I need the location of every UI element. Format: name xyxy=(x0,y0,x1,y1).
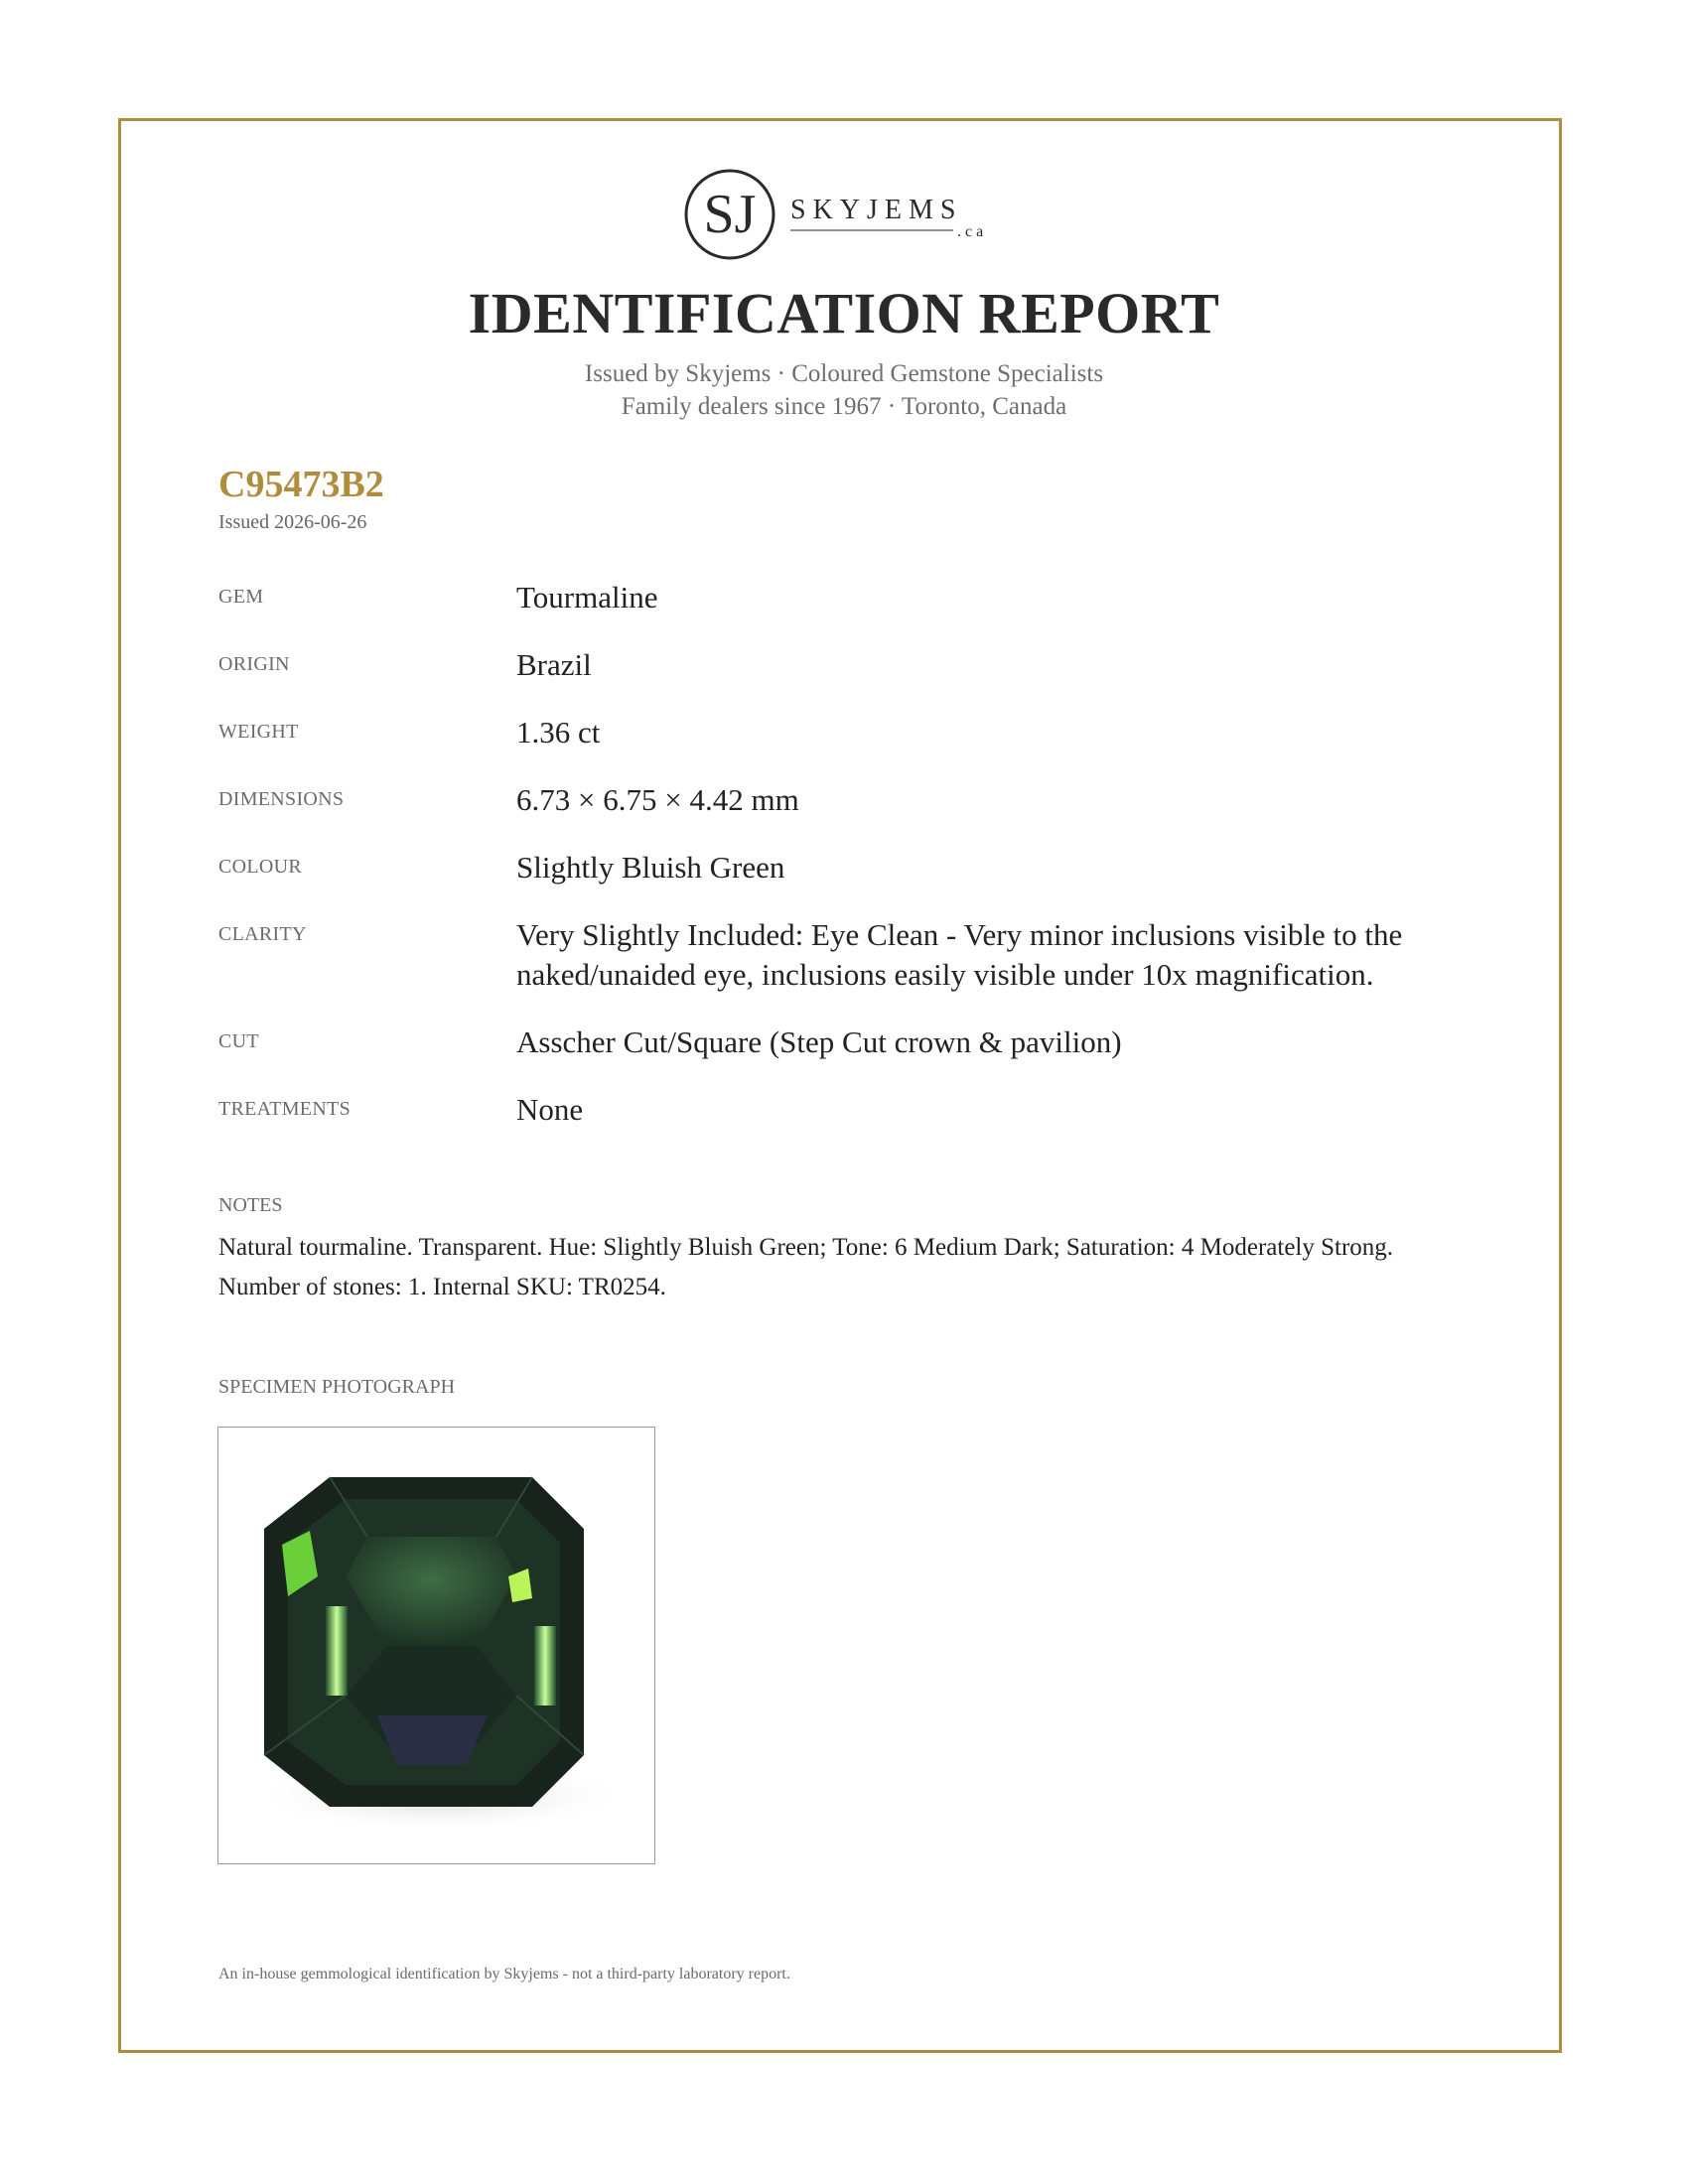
specimen-photo xyxy=(217,1427,655,1864)
field-label: WEIGHT xyxy=(218,721,299,743)
gem-flash-right xyxy=(534,1626,556,1706)
logo-wordmark: SKYJEMS xyxy=(790,195,963,225)
photo-label: SPECIMEN PHOTOGRAPH xyxy=(218,1376,456,1398)
field-label: ORIGIN xyxy=(218,653,290,675)
gem-image xyxy=(218,1428,653,1862)
field-value: 6.73 × 6.75 × 4.42 mm xyxy=(516,782,799,817)
disclaimer-footer: An in-house gemmological identification by Skyjems - not a third-party laboratory report. xyxy=(218,1966,790,1982)
field-value: None xyxy=(516,1092,584,1127)
logo-mark xyxy=(683,165,1011,264)
issue-date: Issued 2026-06-26 xyxy=(218,511,367,533)
field-label: COLOUR xyxy=(218,856,303,878)
field-value: Asscher Cut/Square (Step Cut crown & pavilion) xyxy=(516,1024,1122,1059)
notes-text: Natural tourmaline. Transparent. Hue: Slightly Bluish Green; Tone: 6 Medium Dark; Saturation: 4 Moderately Strong. Number of stones: 1. Internal SKU: TR0254. xyxy=(218,1234,1394,1300)
field-label: GEM xyxy=(218,586,264,608)
notes-label: NOTES xyxy=(218,1194,283,1216)
skyjems-logo xyxy=(683,165,1011,264)
logo-domain: .ca xyxy=(957,223,988,240)
field-label: CLARITY xyxy=(218,923,307,945)
field-label: CUT xyxy=(218,1030,259,1052)
field-label: TREATMENTS xyxy=(218,1098,351,1120)
gem-flash-left xyxy=(326,1606,348,1696)
field-value: Slightly Bluish Green xyxy=(516,850,785,885)
report-subtitle-issuer: Issued by Skyjems · Coloured Gemstone Specialists xyxy=(584,360,1104,387)
field-value: Very Slightly Included: Eye Clean - Very minor inclusions visible to the naked/unaided eye, inclusions easily visible under 10x magnification. xyxy=(516,917,1403,992)
logo-monogram: SJ xyxy=(703,184,757,245)
field-label: DIMENSIONS xyxy=(218,788,345,810)
report-number: C95473B2 xyxy=(218,464,384,505)
report-title: IDENTIFICATION REPORT xyxy=(468,281,1220,345)
field-value: Brazil xyxy=(516,647,592,682)
field-value: 1.36 ct xyxy=(516,715,601,750)
report-subtitle-location: Family dealers since 1967 · Toronto, Canada xyxy=(621,393,1067,420)
field-value: Tourmaline xyxy=(516,580,658,614)
